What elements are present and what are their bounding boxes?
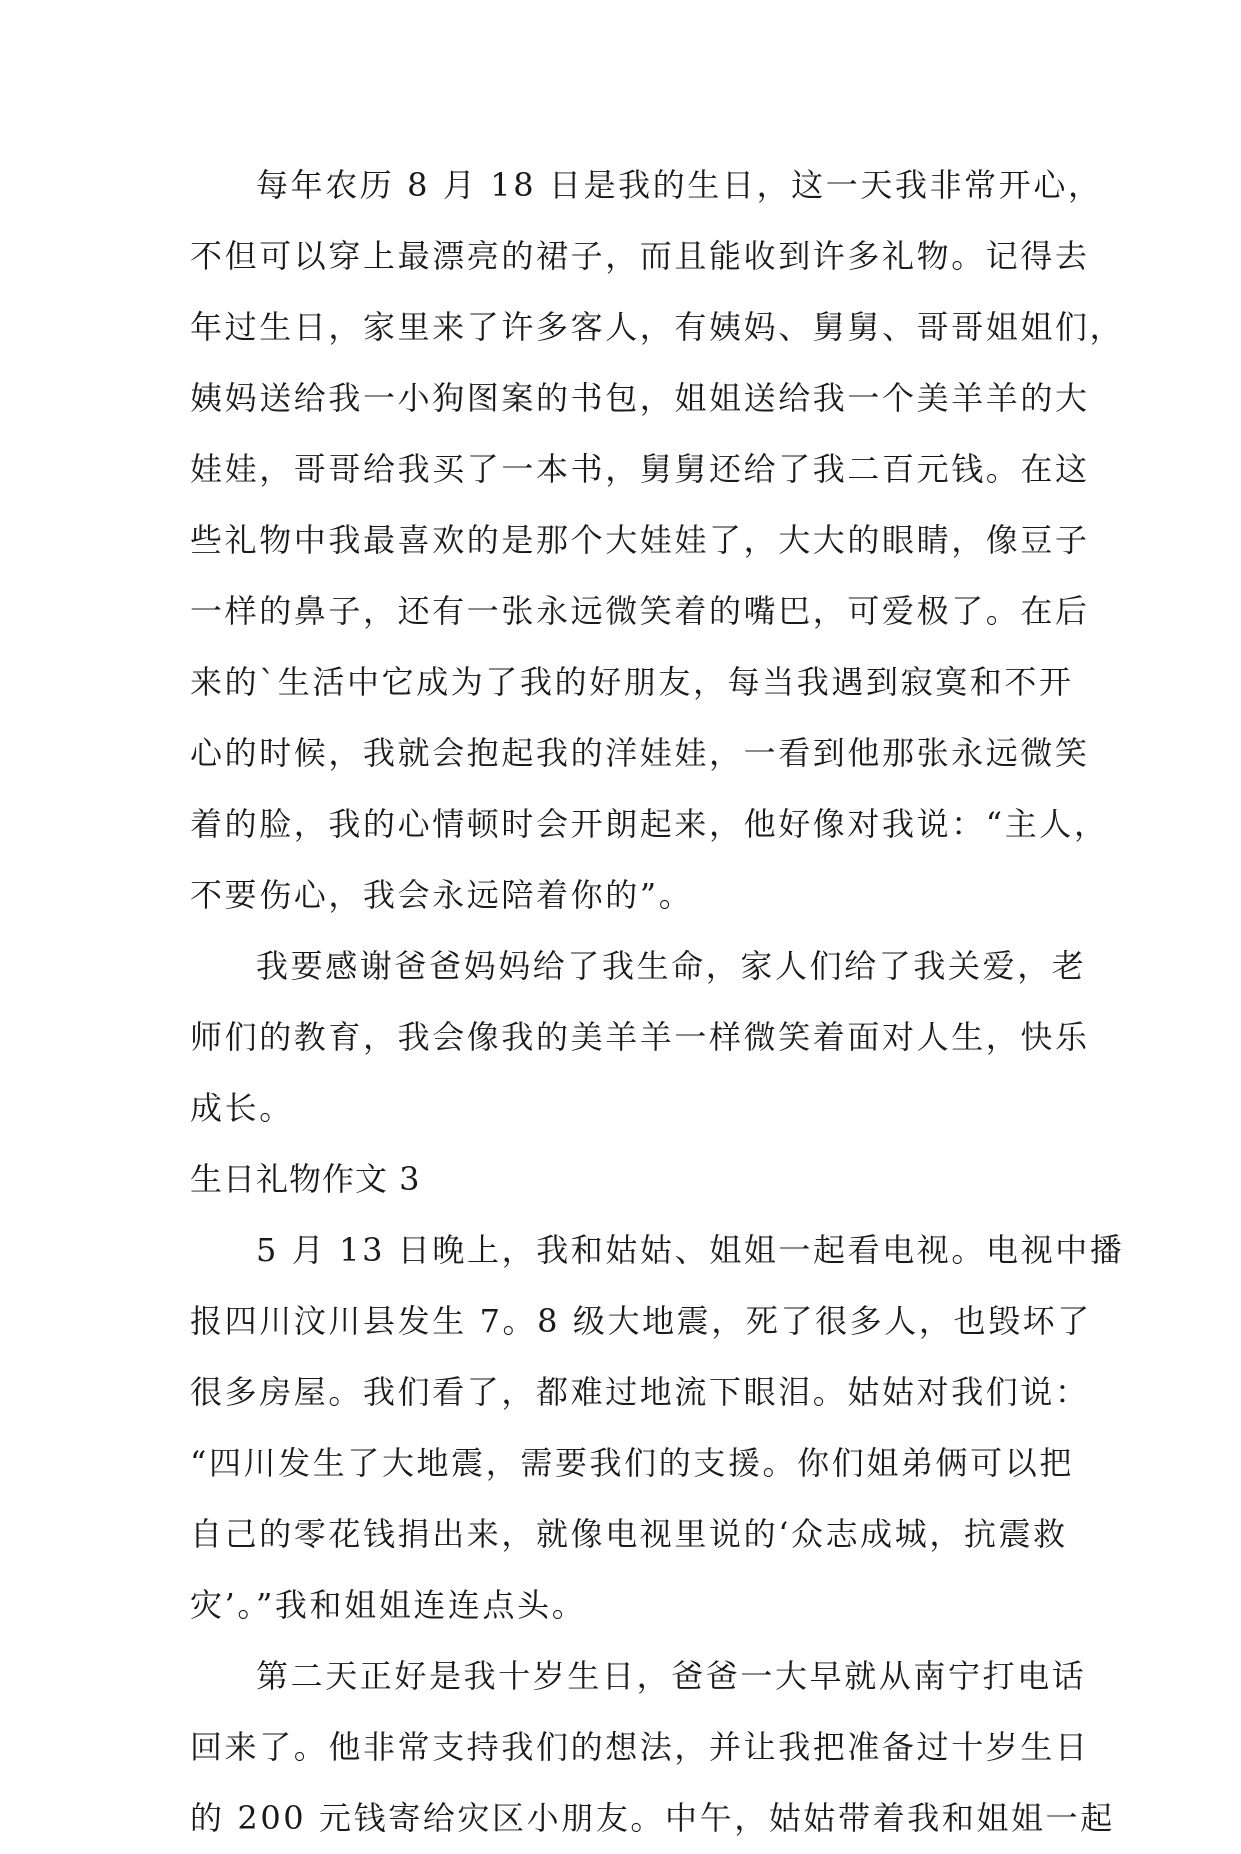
text-line: 自己的零花钱捐出来，就像电视里说的‘众志成城，抗震救 <box>190 1515 1068 1553</box>
text-line: 师们的教育，我会像我的美羊羊一样微笑着面对人生，快乐 <box>190 1018 1090 1056</box>
text-line: 回来了。他非常支持我们的想法，并让我把准备过十岁生日 <box>190 1728 1090 1766</box>
text-line: 来的`生活中它成为了我的好朋友，每当我遇到寂寞和不开 <box>190 663 1074 701</box>
document-body <box>190 150 1125 1854</box>
text-line: “四川发生了大地震，需要我们的支援。你们姐弟俩可以把 <box>190 1444 1074 1482</box>
text-line: 年过生日，家里来了许多客人，有姨妈、舅舅、哥哥姐姐们， <box>190 308 1125 346</box>
text-line: 不要伤心，我会永远陪着你的”。 <box>190 876 694 914</box>
text-line: 姨妈送给我一小狗图案的书包，姐姐送给我一个美羊羊的大 <box>190 379 1090 417</box>
section-heading: 生日礼物作文 3 <box>190 1160 421 1198</box>
text-line: 报四川汶川县发生 7。8 级大地震，死了很多人，也毁坏了 <box>190 1302 1092 1340</box>
text-line: 不但可以穿上最漂亮的裙子，而且能收到许多礼物。记得去 <box>190 237 1090 275</box>
text-line: 我要感谢爸爸妈妈给了我生命，家人们给了我关爱，老 <box>256 947 1087 985</box>
text-line: 着的脸，我的心情顿时会开朗起来，他好像对我说：“主人， <box>190 805 1109 843</box>
text-line: 娃娃，哥哥给我买了一本书，舅舅还给了我二百元钱。在这 <box>190 450 1090 488</box>
text-line: 心的时候，我就会抱起我的洋娃娃，一看到他那张永远微笑 <box>190 734 1090 772</box>
text-line: 些礼物中我最喜欢的是那个大娃娃了，大大的眼睛，像豆子 <box>190 521 1090 559</box>
text-line: 5 月 13 日晚上，我和姑姑、姐姐一起看电视。电视中播 <box>256 1231 1125 1269</box>
text-line: 一样的鼻子，还有一张永远微笑着的嘴巴，可爱极了。在后 <box>190 592 1090 630</box>
text-line: 很多房屋。我们看了，都难过地流下眼泪。姑姑对我们说： <box>190 1373 1090 1411</box>
text-line: 成长。 <box>190 1089 294 1127</box>
text-line: 的 200 元钱寄给灾区小朋友。中午，姑姑带着我和姐姐一起 <box>190 1799 1115 1837</box>
text-line: 每年农历 8 月 18 日是我的生日，这一天我非常开心， <box>256 166 1103 204</box>
text-line: 灾’。”我和姐姐连连点头。 <box>190 1586 587 1624</box>
text-line: 第二天正好是我十岁生日，爸爸一大早就从南宁打电话 <box>256 1657 1087 1695</box>
